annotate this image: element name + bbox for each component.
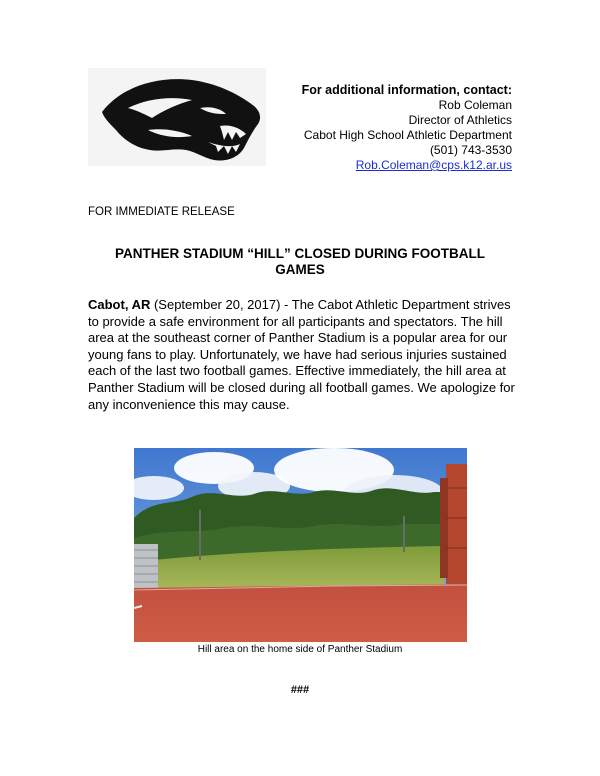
contact-block	[302, 83, 512, 173]
contact-department: Cabot High School Athletic Department	[303, 128, 512, 142]
headline: PANTHER STADIUM “HILL” CLOSED DURING FOOTBALL GAMES	[115, 246, 485, 277]
stadium-photo	[134, 448, 467, 642]
end-mark: ###	[290, 684, 310, 696]
article-body	[88, 297, 520, 413]
stadium-hill-image	[134, 448, 467, 642]
release-note: FOR IMMEDIATE RELEASE	[88, 206, 235, 218]
contact-name: Rob Coleman	[438, 98, 512, 112]
photo-caption: Hill area on the home side of Panther Stadium	[197, 644, 403, 655]
contact-email-link[interactable]: Rob.Coleman@cps.k12.ar.us	[355, 158, 512, 172]
contact-heading: For additional information, contact:	[301, 83, 512, 97]
contact-role: Director of Athletics	[408, 113, 512, 127]
panther-head-icon	[88, 68, 266, 166]
panther-logo	[88, 68, 266, 166]
contact-phone: (501) 743-3530	[429, 143, 512, 157]
dateline-location: Cabot, AR	[88, 297, 151, 312]
article-text: (September 20, 2017) - The Cabot Athletic Department strives to provide a safe environment for all participants and spectators. The hill area at the southeast corner of Panther Stadium is a popular area for our young fans to play. Unfortunately, we have had serious injuries sustained each of the last two football games. Effective immediately, the hill area at Panther Stadium will be closed during all football games. We apologize for any inconvenience this may cause.	[88, 297, 515, 412]
